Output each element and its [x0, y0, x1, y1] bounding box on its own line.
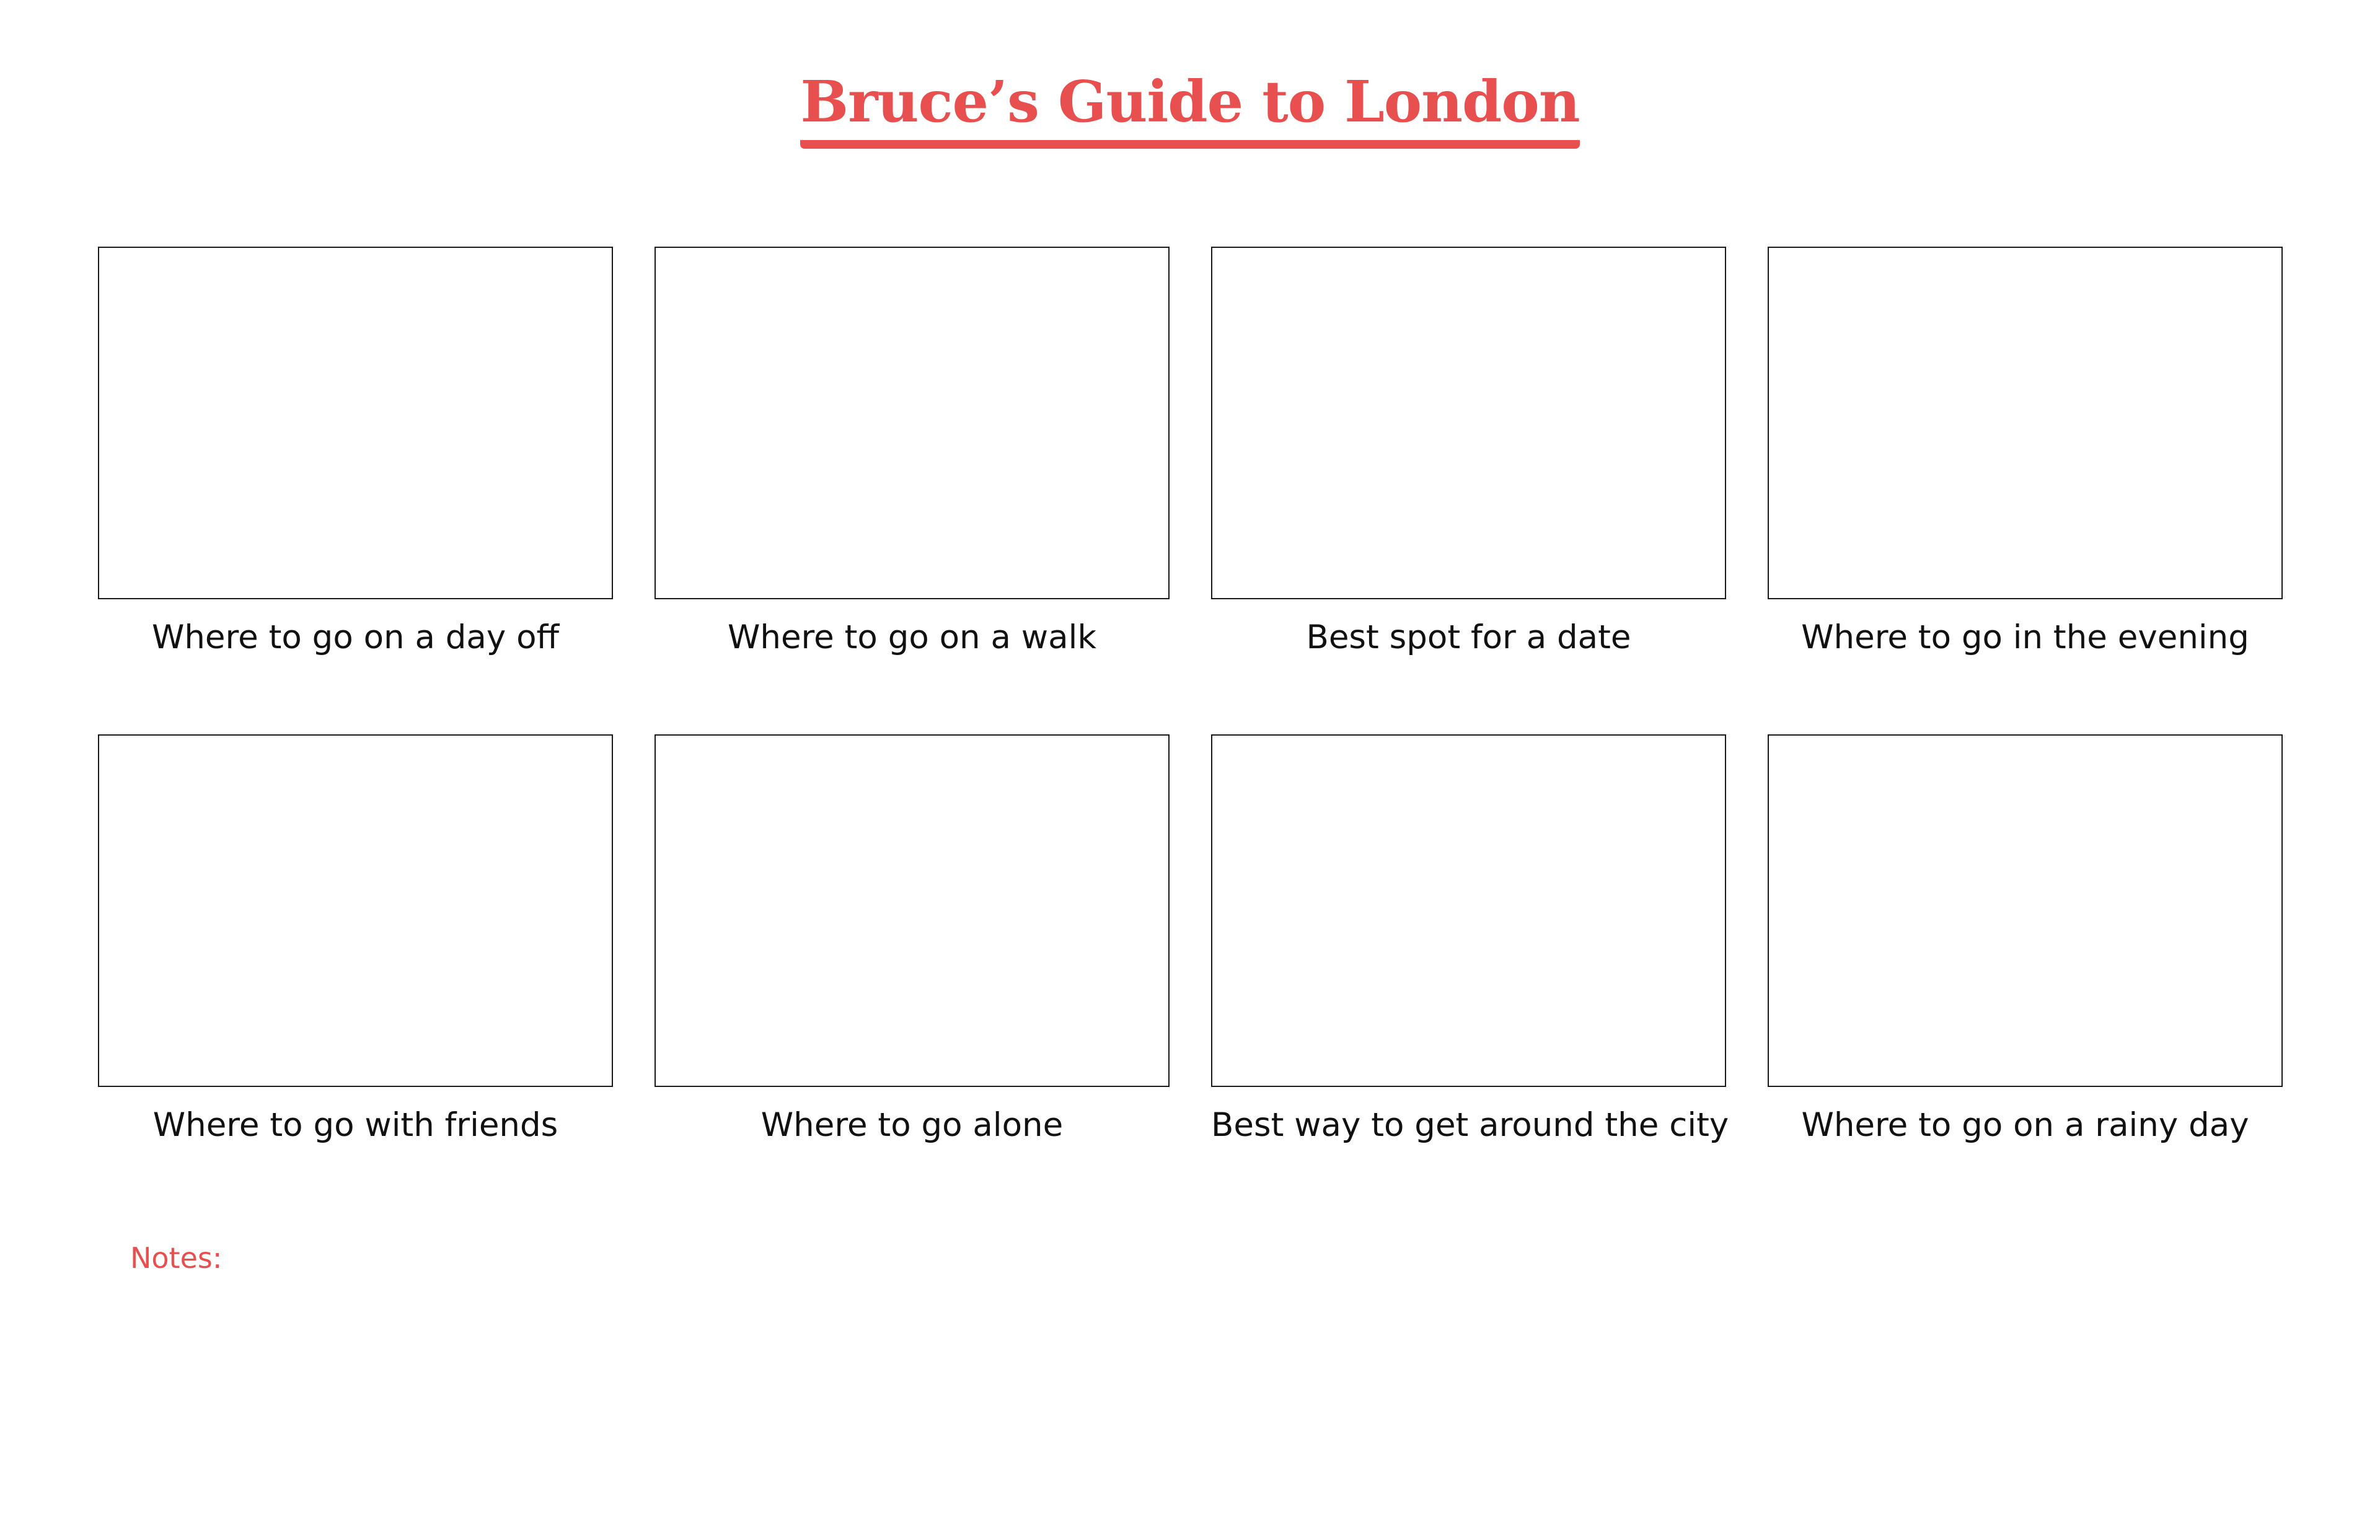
guide-card: [1211, 734, 1729, 1222]
photo-placeholder: [1211, 247, 1726, 599]
card-label: Where to go with friends: [152, 1106, 558, 1144]
card-label: Where to go on a walk: [727, 618, 1097, 656]
photo-placeholder: [1768, 734, 2283, 1087]
card-label: Best spot for a date: [1306, 618, 1631, 656]
guide-card: [1211, 247, 1726, 734]
card-label: Where to go on a day off: [151, 618, 560, 656]
card-label: Where to go on a rainy day: [1801, 1106, 2249, 1144]
guide-card: [98, 247, 613, 734]
photo-placeholder: [98, 247, 613, 599]
card-label: Best way to get around the city: [1211, 1106, 1729, 1144]
guide-card: [654, 734, 1170, 1222]
photo-placeholder: [98, 734, 613, 1087]
guide-card: [1768, 734, 2283, 1222]
photo-placeholder: [654, 734, 1170, 1087]
guide-grid: [98, 247, 2282, 1222]
guide-card: [98, 734, 613, 1222]
photo-placeholder: [1211, 734, 1726, 1087]
card-label: Where to go in the evening: [1801, 618, 2249, 656]
guide-card: [654, 247, 1170, 734]
photo-placeholder: [654, 247, 1170, 599]
page-title: Bruce’s Guide to London: [800, 73, 1579, 149]
notes-label: Notes:: [130, 1241, 223, 1275]
guide-card: [1768, 247, 2283, 734]
card-label: Where to go alone: [760, 1106, 1064, 1144]
title-container: [0, 68, 2380, 149]
photo-placeholder: [1768, 247, 2283, 599]
